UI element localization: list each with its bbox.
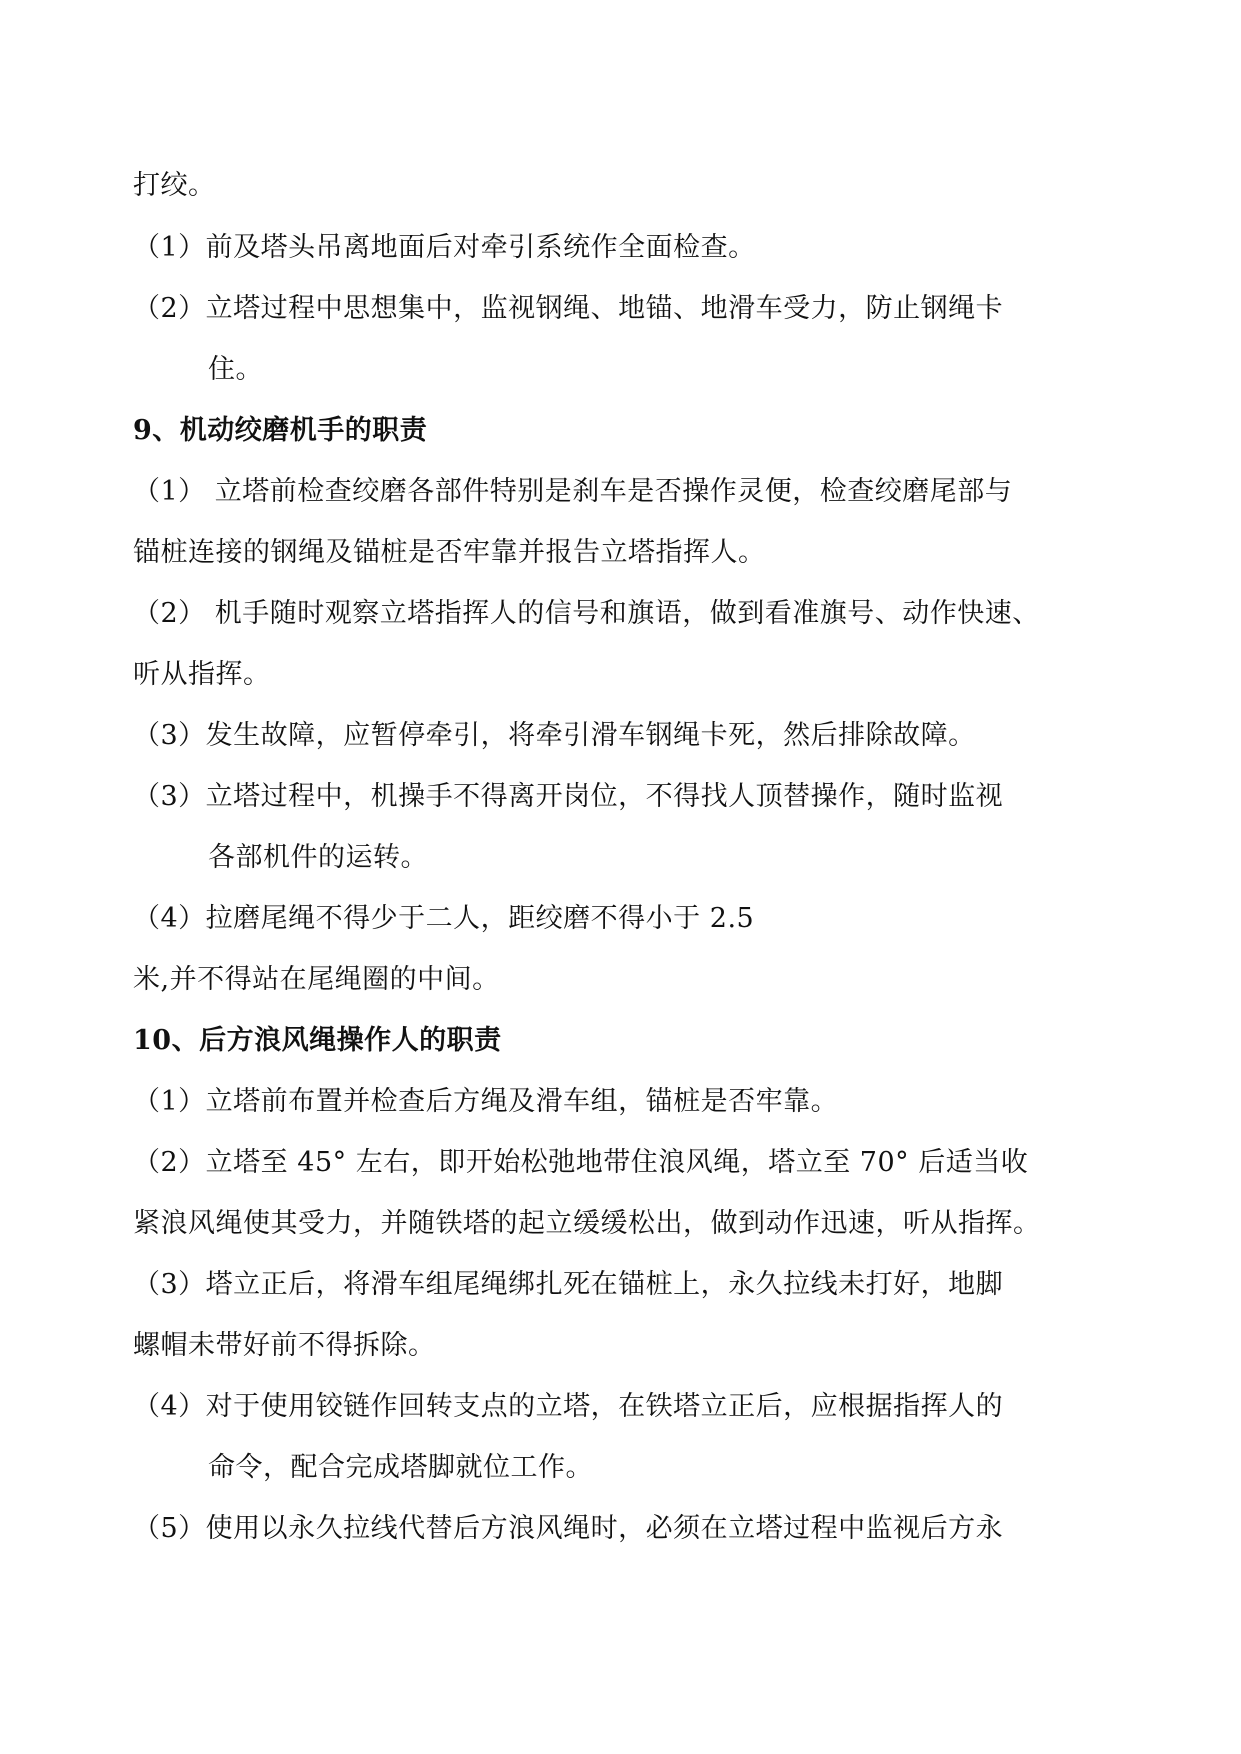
list-item: （2）立塔至 45° 左右，即开始松弛地带住浪风绳，塔立至 70° 后适当收 — [133, 1147, 1029, 1178]
section-heading: 10、后方浪风绳操作人的职责 — [133, 1025, 502, 1056]
list-item-continuation: 住。 — [208, 354, 263, 385]
list-item: （1）立塔前布置并检查后方绳及滑车组，锚桩是否牢靠。 — [133, 1086, 839, 1117]
list-item: （5）使用以永久拉线代替后方浪风绳时，必须在立塔过程中监视后方永 — [133, 1513, 1004, 1544]
list-item: （4）对于使用铰链作回转支点的立塔，在铁塔立正后，应根据指挥人的 — [133, 1391, 1004, 1422]
list-item-continuation: 各部机件的运转。 — [208, 842, 428, 873]
list-item: （1）前及塔头吊离地面后对牵引系统作全面检查。 — [133, 232, 756, 263]
list-item: （2） 机手随时观察立塔指挥人的信号和旗语，做到看准旗号、动作快速、 — [133, 598, 1040, 629]
list-item: （3）塔立正后，将滑车组尾绳绑扎死在锚桩上，永久拉线未打好，地脚 — [133, 1269, 1004, 1300]
list-item: （3）发生故障，应暂停牵引，将牵引滑车钢绳卡死，然后排除故障。 — [133, 720, 976, 751]
list-item-continuation: 命令，配合完成塔脚就位工作。 — [208, 1452, 593, 1483]
list-item: （1） 立塔前检查绞磨各部件特别是刹车是否操作灵便，检查绞磨尾部与 — [133, 476, 1013, 507]
list-item-continuation: 螺帽未带好前不得拆除。 — [133, 1330, 436, 1361]
list-item-continuation: 紧浪风绳使其受力，并随铁塔的起立缓缓松出，做到动作迅速，听从指挥。 — [133, 1208, 1041, 1239]
list-item: （4）拉磨尾绳不得少于二人，距绞磨不得小于 2.5 — [133, 903, 755, 934]
list-item: （3）立塔过程中，机操手不得离开岗位，不得找人顶替操作，随时监视 — [133, 781, 1004, 812]
list-item-continuation: 米,并不得站在尾绳圈的中间。 — [133, 964, 500, 995]
section-heading: 9、机动绞磨机手的职责 — [133, 415, 428, 446]
text-line: 打绞。 — [133, 170, 216, 201]
list-item-continuation: 锚桩连接的钢绳及锚桩是否牢靠并报告立塔指挥人。 — [133, 537, 766, 568]
list-item: （2）立塔过程中思想集中，监视钢绳、地锚、地滑车受力，防止钢绳卡 — [133, 293, 1004, 324]
list-item-continuation: 听从指挥。 — [133, 659, 271, 690]
